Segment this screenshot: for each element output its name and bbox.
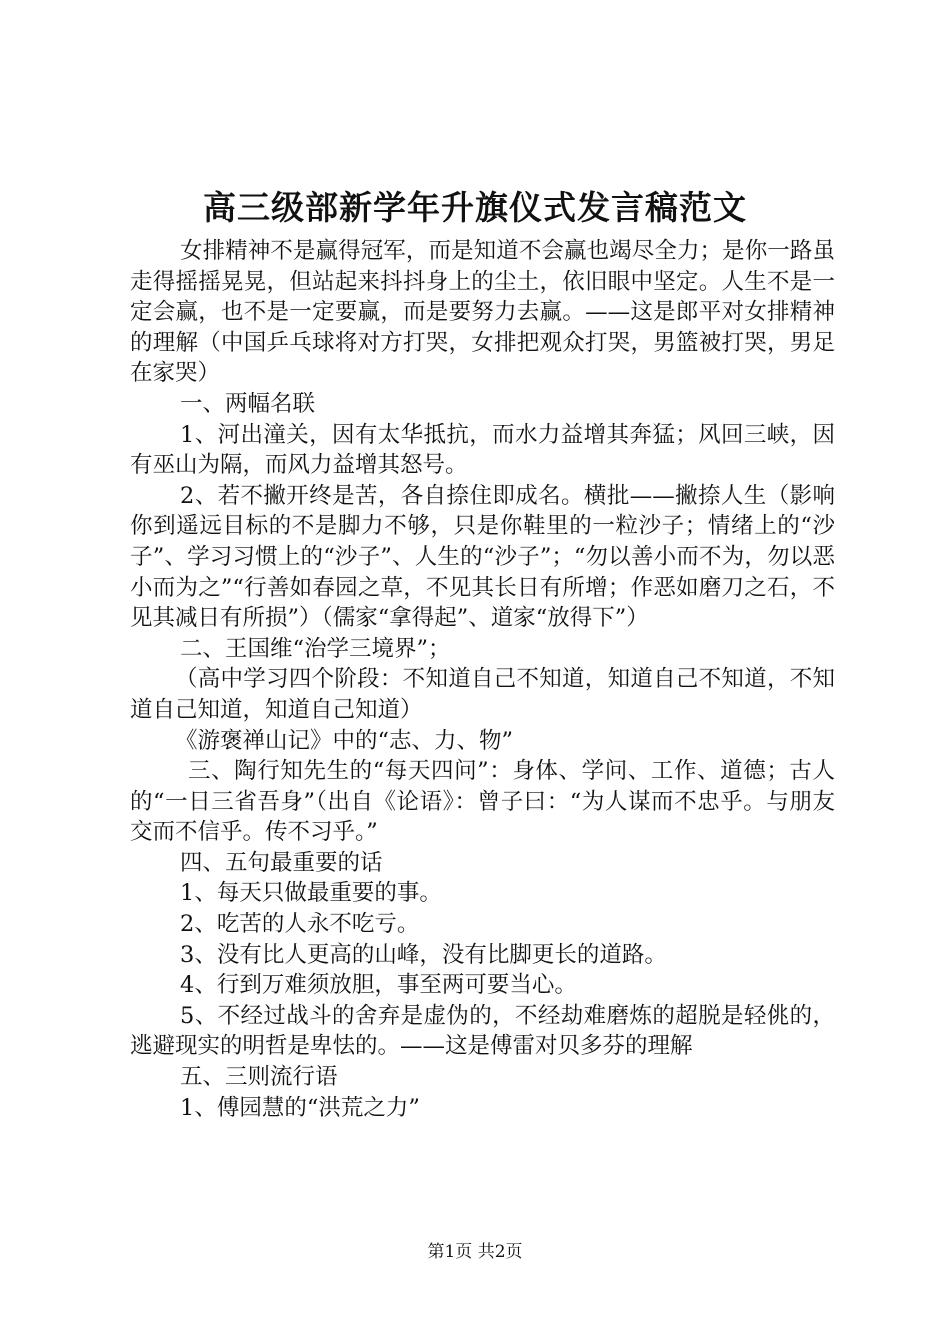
page-footer: 第1页 共2页 — [427, 1242, 523, 1262]
section-heading-2: 二、王国维“治学三境界”； — [180, 635, 451, 662]
list-item-1: 1、每天只做最重要的事。 — [180, 880, 442, 907]
section-heading-4: 四、五句最重要的话 — [180, 849, 383, 876]
section-heading-3: 三、陶行知先生的“每天四问”：身体、学问、工作、道德；古人的“一日三省吾身”（出自《论语》：曾子曰：“为人谋而不忠乎。与朋友交而不信乎。传不习乎。” — [130, 758, 835, 846]
document-body — [130, 236, 835, 1123]
paragraph-3: 2、若不撇开终是苦，各自捺住即成名。横批——撇捺人生（影响你到遥远目标的不是脚力不够，只是你鞋里的一粒沙子；情绪上的“沙子”、学习习惯上的“沙子”、人生的“沙子”；“勿以善小而不为，勿以恶小而为之”“行善如春园之草，不见其长日有所增；作恶如磨刀之石，不见其减日有所损”）（儒家“拿得起”、道家“放得下”） — [130, 482, 835, 632]
paragraph-2: 1、河出潼关，因有太华抵抗，而水力益增其奔猛；风回三峡，因有巫山为隔，而风力益增其怒号。 — [130, 421, 835, 479]
paragraph-4: （高中学习四个阶段：不知道自己不知道，知道自己不知道，不知道自己知道，知道自己知道） — [130, 666, 835, 723]
list-item-5: 5、不经过战斗的舍弃是虚伪的，不经劫难磨炼的超脱是轻佻的，逃避现实的明哲是卑怯的。——这是傅雷对贝多芬的理解 — [130, 1002, 835, 1060]
list-item-2: 2、吃苦的人永不吃亏。 — [180, 911, 420, 938]
section-heading-5: 五、三则流行语 — [180, 1064, 338, 1091]
list-item-4: 4、行到万难须放胆，事至两可要当心。 — [180, 972, 577, 999]
document-title: 高三级部新学年升旗仪式发言稿范文 — [203, 188, 747, 227]
paragraph-1: 女排精神不是赢得冠军，而是知道不会赢也竭尽全力；是你一路虽走得摇摇晃晃，但站起来抖抖身上的尘土，依旧眼中坚定。人生不是一定会赢，也不是一定要赢，而是要努力去赢。——这是郎平对女排精神的理解（中国乒乓球将对方打哭，女排把观众打哭，男篮被打哭，男足在家哭） — [130, 238, 835, 387]
paragraph-5: 《游褒禅山记》中的“志、力、物” — [175, 727, 514, 754]
section-heading-1: 一、两幅名联 — [180, 390, 316, 417]
list-item-3: 3、没有比人更高的山峰，没有比脚更长的道路。 — [180, 941, 667, 968]
list-item-6: 1、傅园慧的“洪荒之力” — [180, 1094, 420, 1121]
